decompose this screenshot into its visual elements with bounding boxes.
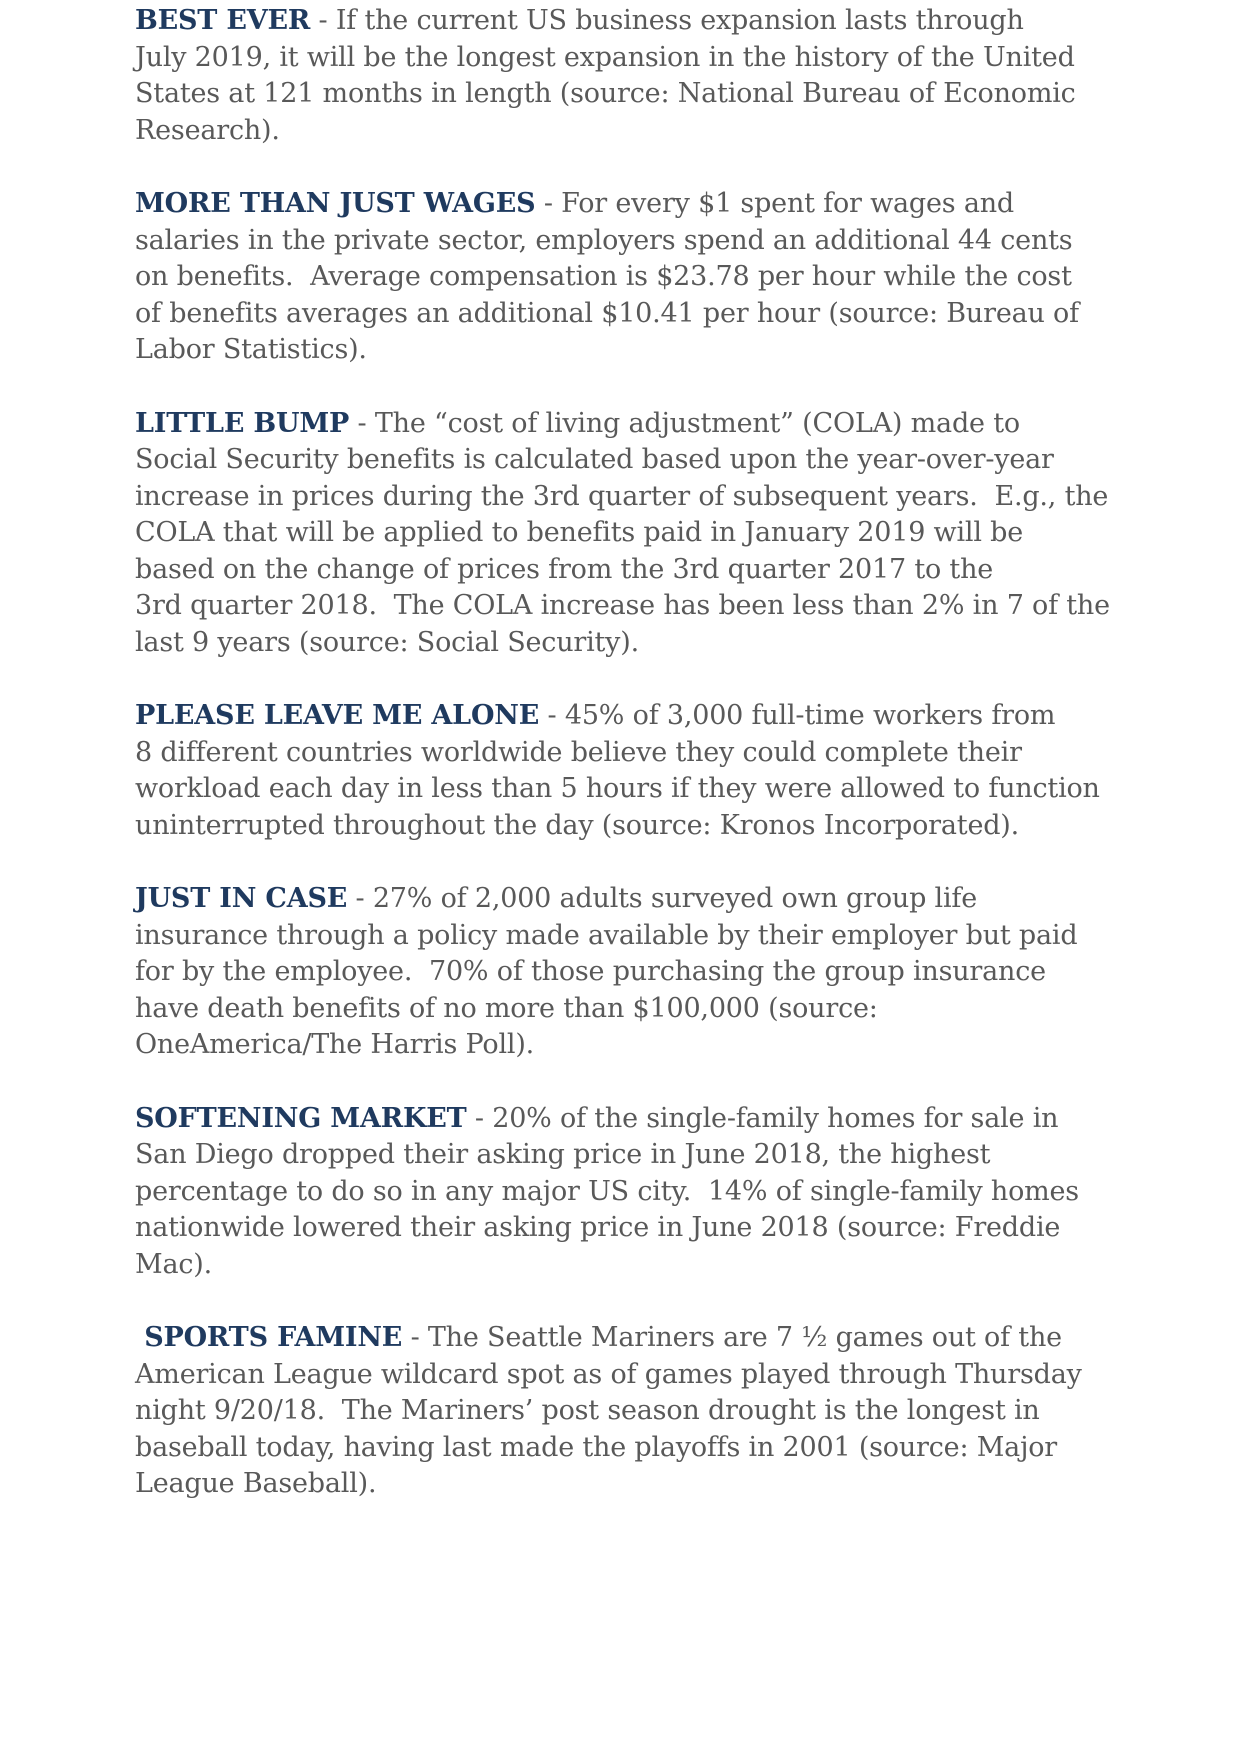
news-paragraph <box>135 186 1155 369</box>
paragraph-text-line: have death benefits of no more than $100,000 (source: <box>135 992 878 1024</box>
paragraph-heading: BEST EVER <box>135 5 311 36</box>
paragraph-text-line: San Diego dropped their asking price in June 2018, the highest <box>135 1139 991 1170</box>
paragraph-text-line: insurance through a policy made available by their employer but paid <box>135 919 1078 951</box>
paragraph-heading: MORE THAN JUST WAGES <box>135 188 536 219</box>
paragraph-text-line: COLA that will be applied to benefits paid in January 2019 will be <box>135 517 1024 548</box>
paragraph-text-line: for by the employee. 70% of those purchasing the group insurance <box>135 956 1046 987</box>
paragraph-text-line: American League wildcard spot as of games played through Thursday <box>135 1358 1082 1390</box>
paragraph-heading: SOFTENING MARKET <box>135 1102 467 1134</box>
news-paragraph <box>135 1101 1155 1284</box>
news-paragraph <box>135 698 1155 844</box>
paragraph-text-line: nationwide lowered their asking price in June 2018 (source: Freddie <box>135 1212 1061 1243</box>
paragraph-text-line: uninterrupted throughout the day (source: Kronos Incorporated). <box>135 809 1020 841</box>
paragraph-heading: SPORTS FAMINE <box>135 1322 403 1353</box>
document-body <box>135 3 1155 1540</box>
news-paragraph <box>135 406 1155 662</box>
paragraph-text: - For every $1 spent for wages and <box>535 188 1014 219</box>
paragraph-text-line: on benefits. Average compensation is $23.78 per hour while the cost <box>135 261 1072 292</box>
paragraph-first-line <box>135 186 1155 223</box>
paragraph-text: - 45% of 3,000 full-time workers from <box>539 700 1056 731</box>
paragraph-heading: PLEASE LEAVE ME ALONE <box>135 700 540 731</box>
paragraph-text-line: States at 121 months in length (source: National Bureau of Economic <box>135 78 1076 109</box>
paragraph-text-line: 3rd quarter 2018. The COLA increase has been less than 2% in 7 of the <box>135 590 1110 621</box>
paragraph-text-line: Research). <box>135 114 280 146</box>
paragraph-first-line <box>135 1320 1155 1357</box>
paragraph-text-line: 8 different countries worldwide believe they could complete their <box>135 736 1022 768</box>
paragraph-text-line: baseball today, having last made the playoffs in 2001 (source: Major <box>135 1431 1058 1463</box>
paragraph-text-line: Labor Statistics). <box>135 334 367 365</box>
paragraph-text-line: Social Security benefits is calculated based upon the year-over-year <box>135 444 1054 475</box>
paragraph-text-line: night 9/20/18. The Mariners’ post season drought is the longest in <box>135 1395 1040 1426</box>
paragraph-text-line: increase in prices during the 3rd quarter of subsequent years. E.g., the <box>135 480 1109 512</box>
paragraph-text-line: percentage to do so in any major US city. 14% of single-family homes <box>135 1175 1079 1207</box>
paragraph-text-line: of benefits averages an additional $10.41 per hour (source: Bureau of <box>135 297 1079 329</box>
paragraph-first-line <box>135 698 1155 735</box>
news-paragraph <box>135 881 1155 1064</box>
paragraph-text-line: salaries in the private sector, employers spend an additional 44 cents <box>135 224 1073 256</box>
paragraph-text-line: July 2019, it will be the longest expansion in the history of the United <box>135 41 1075 73</box>
paragraph-text-line: workload each day in less than 5 hours if they were allowed to function <box>135 773 1100 804</box>
paragraph-text: - If the current US business expansion lasts through <box>310 5 1024 36</box>
paragraph-list <box>135 3 1155 1503</box>
paragraph-text-line: League Baseball). <box>135 1468 377 1499</box>
paragraph-heading: LITTLE BUMP <box>135 407 350 439</box>
paragraph-first-line <box>135 406 1155 443</box>
paragraph-first-line <box>135 3 1155 40</box>
paragraph-text-line: OneAmerica/The Harris Poll). <box>135 1029 535 1060</box>
news-paragraph <box>135 1320 1155 1503</box>
paragraph-text: - The Seattle Mariners are 7 ½ games out of the <box>402 1322 1062 1353</box>
paragraph-text: - 20% of the single-family homes for sale in <box>466 1102 1059 1134</box>
paragraph-heading: JUST IN CASE <box>135 883 348 914</box>
paragraph-first-line <box>135 881 1155 918</box>
paragraph-text: - The “cost of living adjustment” (COLA) made to <box>349 407 1020 439</box>
paragraph-text: - 27% of 2,000 adults surveyed own group life <box>347 883 977 914</box>
paragraph-text-line: Mac). <box>135 1248 212 1280</box>
paragraph-text-line: last 9 years (source: Social Security). <box>135 626 639 658</box>
news-paragraph <box>135 3 1155 149</box>
paragraph-text-line: based on the change of prices from the 3rd quarter 2017 to the <box>135 553 994 585</box>
paragraph-first-line <box>135 1101 1155 1138</box>
